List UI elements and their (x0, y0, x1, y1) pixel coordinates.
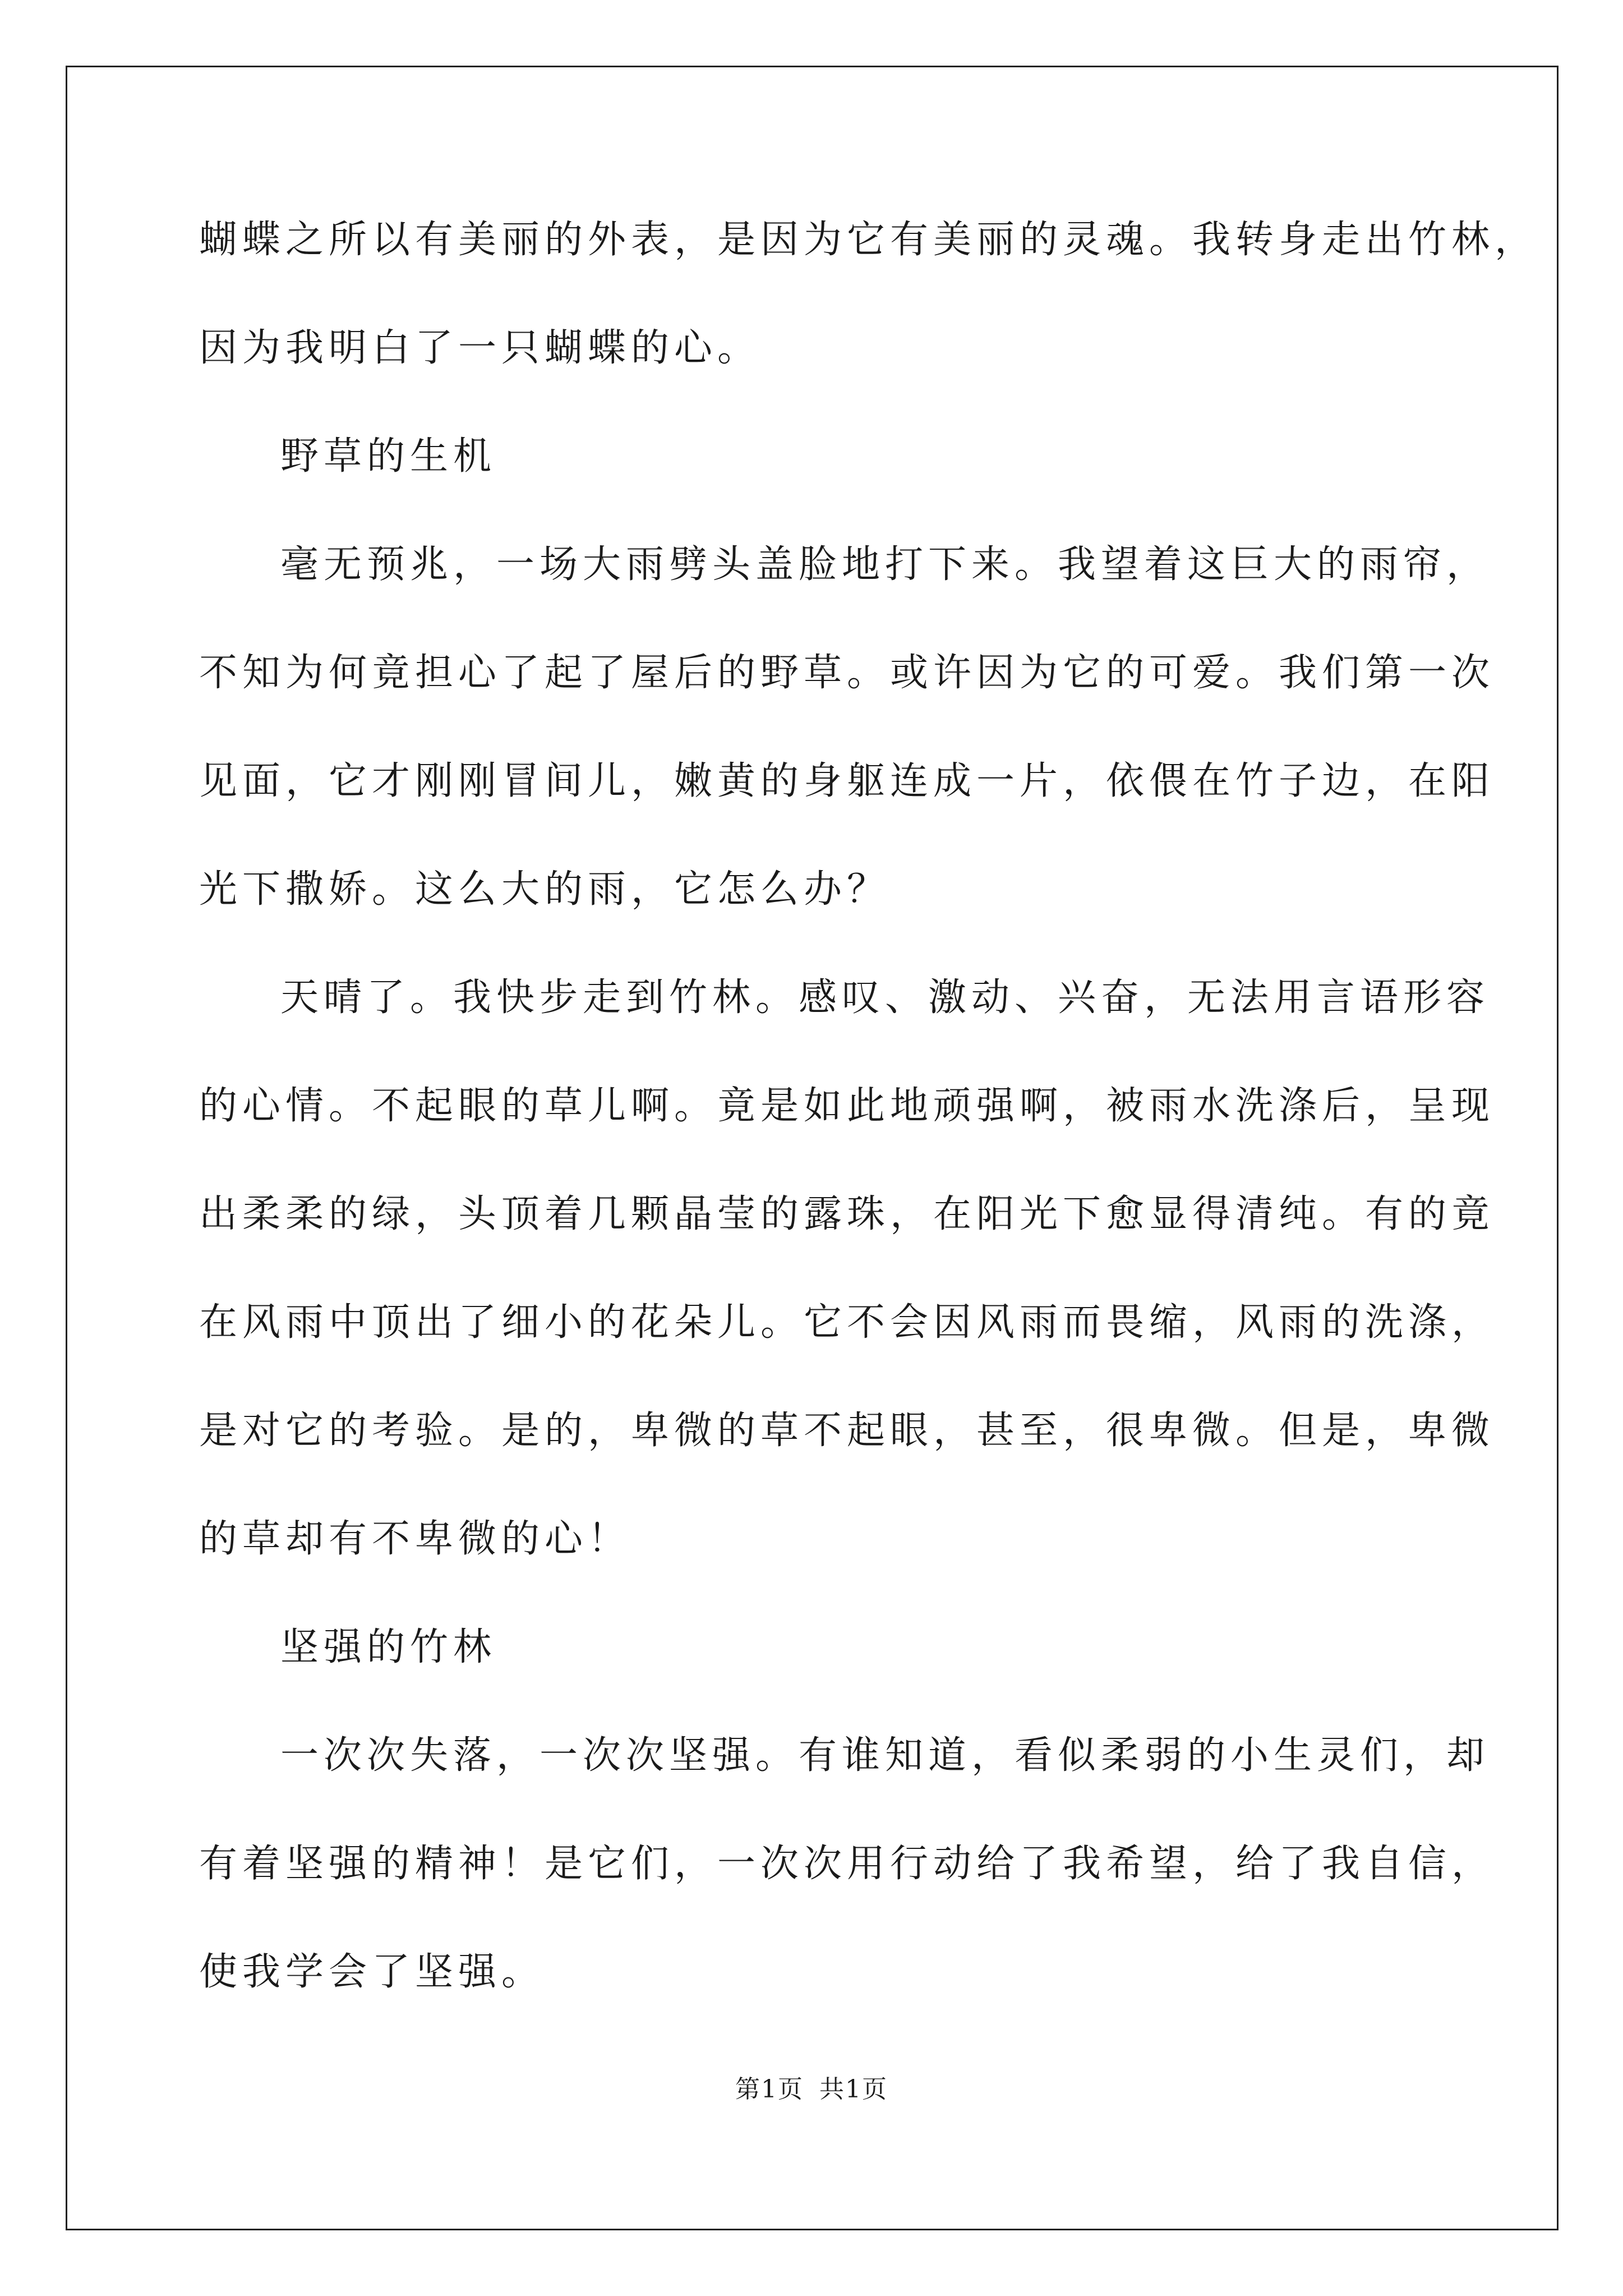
paragraph-line: 蝴蝶之所以有美丽的外表，是因为它有美丽的灵魂。我转身走出竹林， (199, 218, 1538, 262)
section-heading: 野草的生机 (280, 434, 497, 478)
paragraph-line: 毫无预兆，一场大雨劈头盖脸地打下来。我望着这巨大的雨帘， (280, 542, 1490, 587)
paragraph-line: 的心情。不起眼的草儿啊。竟是如此地顽强啊，被雨水洗涤后，呈现 (199, 1084, 1495, 1128)
paragraph-line: 有着坚强的精神！是它们，一次次用行动给了我希望，给了我自信， (199, 1842, 1495, 1886)
paragraph-line: 的草却有不卑微的心！ (199, 1517, 631, 1561)
paragraph-line: 天晴了。我快步走到竹林。感叹、激动、兴奋，无法用言语形容 (280, 976, 1490, 1020)
document-body (199, 213, 1538, 1999)
paragraph-line: 光下撒娇。这么大的雨，它怎么办？ (199, 867, 891, 912)
paragraph-line: 因为我明白了一只蝴蝶的心。 (199, 326, 761, 370)
paragraph-line: 在风雨中顶出了细小的花朵儿。它不会因风雨而畏缩，风雨的洗涤， (199, 1300, 1495, 1345)
section-heading: 坚强的竹林 (280, 1625, 497, 1669)
paragraph-line: 不知为何竟担心了起了屋后的野草。或许因为它的可爱。我们第一次 (199, 651, 1495, 695)
page-total: 共1页 (819, 2075, 888, 2104)
paragraph-line: 出柔柔的绿，头顶着几颗晶莹的露珠，在阳光下愈显得清纯。有的竟 (199, 1192, 1495, 1236)
paragraph-line: 见面，它才刚刚冒间儿，嫩黄的身躯连成一片，依偎在竹子边，在阳 (199, 759, 1495, 803)
page-number: 第1页 (735, 2075, 804, 2104)
paragraph-line: 一次次失落，一次次坚强。有谁知道，看似柔弱的小生灵们，却 (280, 1733, 1490, 1778)
page-footer (0, 2073, 1623, 2106)
paragraph-line: 使我学会了坚强。 (199, 1950, 545, 1994)
paragraph-line: 是对它的考验。是的，卑微的草不起眼，甚至，很卑微。但是，卑微 (199, 1409, 1495, 1453)
